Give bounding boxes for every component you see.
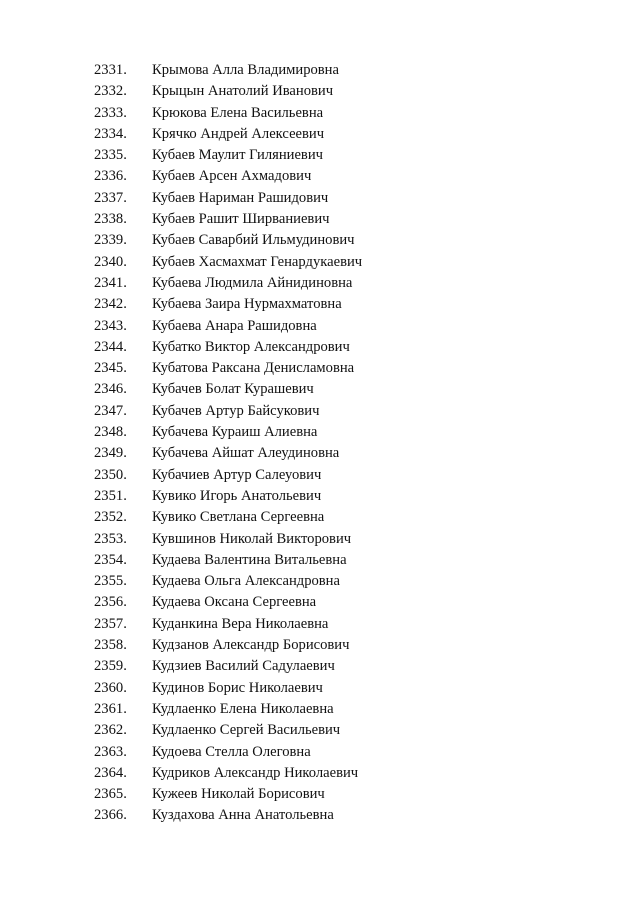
list-item bbox=[0, 166, 640, 187]
entry-number: 2350. bbox=[94, 466, 127, 483]
entry-name: Кудлаенко Сергей Васильевич bbox=[152, 722, 341, 739]
entry-number: 2347. bbox=[94, 402, 127, 419]
entry-number: 2336. bbox=[94, 168, 127, 185]
entry-number: 2349. bbox=[94, 445, 127, 462]
entry-number: 2333. bbox=[94, 104, 127, 121]
list-item bbox=[0, 678, 640, 699]
name-list bbox=[0, 60, 640, 827]
list-item bbox=[0, 81, 640, 102]
entry-name: Кубаев Рашит Ширваниевич bbox=[152, 211, 330, 228]
entry-name: Кувико Светлана Сергеевна bbox=[152, 509, 325, 526]
entry-number: 2331. bbox=[94, 62, 127, 78]
entry-name: Кубатко Виктор Александрович bbox=[152, 338, 350, 355]
entry-number: 2351. bbox=[94, 487, 127, 504]
list-item bbox=[0, 571, 640, 592]
entry-name: Кубачева Кураиш Алиевна bbox=[152, 424, 318, 441]
entry-number: 2352. bbox=[94, 509, 127, 526]
entry-number: 2355. bbox=[94, 573, 127, 590]
entry-number: 2334. bbox=[94, 125, 127, 142]
list-item bbox=[0, 592, 640, 613]
list-item bbox=[0, 316, 640, 337]
list-item bbox=[0, 294, 640, 315]
list-item bbox=[0, 507, 640, 528]
entry-name: Кудаева Оксана Сергеевна bbox=[152, 594, 317, 611]
entry-name: Кудинов Борис Николаевич bbox=[152, 679, 323, 696]
list-item bbox=[0, 656, 640, 677]
entry-number: 2360. bbox=[94, 679, 127, 696]
entry-number: 2338. bbox=[94, 211, 127, 228]
entry-number: 2365. bbox=[94, 786, 127, 803]
entry-number: 2364. bbox=[94, 764, 127, 781]
entry-name: Крячко Андрей Алексеевич bbox=[152, 125, 325, 142]
entry-name: Кудоева Стелла Олеговна bbox=[152, 743, 311, 760]
list-item bbox=[0, 273, 640, 294]
entry-number: 2361. bbox=[94, 700, 127, 717]
list-item bbox=[0, 550, 640, 571]
entry-number: 2366. bbox=[94, 807, 127, 824]
entry-name: Кубаев Нариман Рашидович bbox=[152, 189, 329, 206]
entry-name: Крыцын Анатолий Иванович bbox=[152, 83, 334, 100]
list-item bbox=[0, 529, 640, 550]
list-item bbox=[0, 614, 640, 635]
entry-number: 2341. bbox=[94, 274, 127, 291]
entry-number: 2339. bbox=[94, 232, 127, 249]
entry-number: 2363. bbox=[94, 743, 127, 760]
entry-name: Кудаева Ольга Александровна bbox=[152, 573, 340, 590]
list-item bbox=[0, 188, 640, 209]
entry-name: Кубатова Раксана Денисламовна bbox=[152, 360, 355, 377]
entry-number: 2332. bbox=[94, 83, 127, 100]
list-item bbox=[0, 124, 640, 145]
entry-number: 2357. bbox=[94, 615, 127, 632]
entry-number: 2353. bbox=[94, 530, 127, 547]
list-item bbox=[0, 635, 640, 656]
entry-number: 2359. bbox=[94, 658, 127, 675]
entry-name: Кубаева Анара Рашидовна bbox=[152, 317, 317, 334]
entry-name: Кубачева Айшат Алеудиновна bbox=[152, 445, 340, 462]
entry-name: Куданкина Вера Николаевна bbox=[152, 615, 329, 632]
entry-number: 2340. bbox=[94, 253, 127, 270]
entry-name: Кудриков Александр Николаевич bbox=[152, 764, 359, 781]
entry-number: 2358. bbox=[94, 637, 127, 654]
entry-name: Крымова Алла Владимировна bbox=[152, 62, 339, 78]
entry-name: Кудаева Валентина Витальевна bbox=[152, 551, 347, 568]
entry-name: Кувшинов Николай Викторович bbox=[152, 530, 352, 547]
entry-number: 2337. bbox=[94, 189, 127, 206]
entry-name: Кубаев Арсен Ахмадович bbox=[152, 168, 312, 185]
list-item bbox=[0, 60, 640, 81]
list-item bbox=[0, 805, 640, 826]
list-item bbox=[0, 443, 640, 464]
list-item bbox=[0, 358, 640, 379]
list-item bbox=[0, 401, 640, 422]
entry-name: Кубачев Болат Курашевич bbox=[152, 381, 314, 398]
entry-name: Кужеев Николай Борисович bbox=[152, 786, 325, 803]
list-item bbox=[0, 784, 640, 805]
entry-number: 2356. bbox=[94, 594, 127, 611]
entry-name: Кудзиев Василий Садулаевич bbox=[152, 658, 335, 675]
list-item bbox=[0, 720, 640, 741]
entry-number: 2346. bbox=[94, 381, 127, 398]
list-item bbox=[0, 145, 640, 166]
list-item bbox=[0, 103, 640, 124]
entry-number: 2344. bbox=[94, 338, 127, 355]
entry-name: Крюкова Елена Васильевна bbox=[152, 104, 324, 121]
list-item bbox=[0, 422, 640, 443]
list-item bbox=[0, 486, 640, 507]
list-item bbox=[0, 699, 640, 720]
entry-name: Кудлаенко Елена Николаевна bbox=[152, 700, 334, 717]
entry-number: 2354. bbox=[94, 551, 127, 568]
entry-name: Кубаев Маулит Гиляниевич bbox=[152, 147, 323, 164]
entry-name: Кубаев Хасмахмат Генардукаевич bbox=[152, 253, 363, 270]
entry-name: Кувико Игорь Анатольевич bbox=[152, 487, 322, 504]
entry-number: 2345. bbox=[94, 360, 127, 377]
entry-name: Кубачиев Артур Салеуович bbox=[152, 466, 322, 483]
entry-name: Кудзанов Александр Борисович bbox=[152, 637, 350, 654]
entry-name: Кубаев Саварбий Ильмудинович bbox=[152, 232, 355, 249]
entry-number: 2343. bbox=[94, 317, 127, 334]
entry-number: 2362. bbox=[94, 722, 127, 739]
list-item bbox=[0, 230, 640, 251]
entry-number: 2342. bbox=[94, 296, 127, 313]
entry-number: 2348. bbox=[94, 424, 127, 441]
list-item bbox=[0, 742, 640, 763]
list-item bbox=[0, 337, 640, 358]
list-item bbox=[0, 379, 640, 400]
entry-name: Куздахова Анна Анатольевна bbox=[152, 807, 334, 824]
entry-name: Кубачев Артур Байсукович bbox=[152, 402, 320, 419]
entry-number: 2335. bbox=[94, 147, 127, 164]
list-item bbox=[0, 252, 640, 273]
list-item bbox=[0, 465, 640, 486]
entry-name: Кубаева Заира Нурмахматовна bbox=[152, 296, 342, 313]
list-item bbox=[0, 763, 640, 784]
list-item bbox=[0, 209, 640, 230]
entry-name: Кубаева Людмила Айнидиновна bbox=[152, 274, 353, 291]
